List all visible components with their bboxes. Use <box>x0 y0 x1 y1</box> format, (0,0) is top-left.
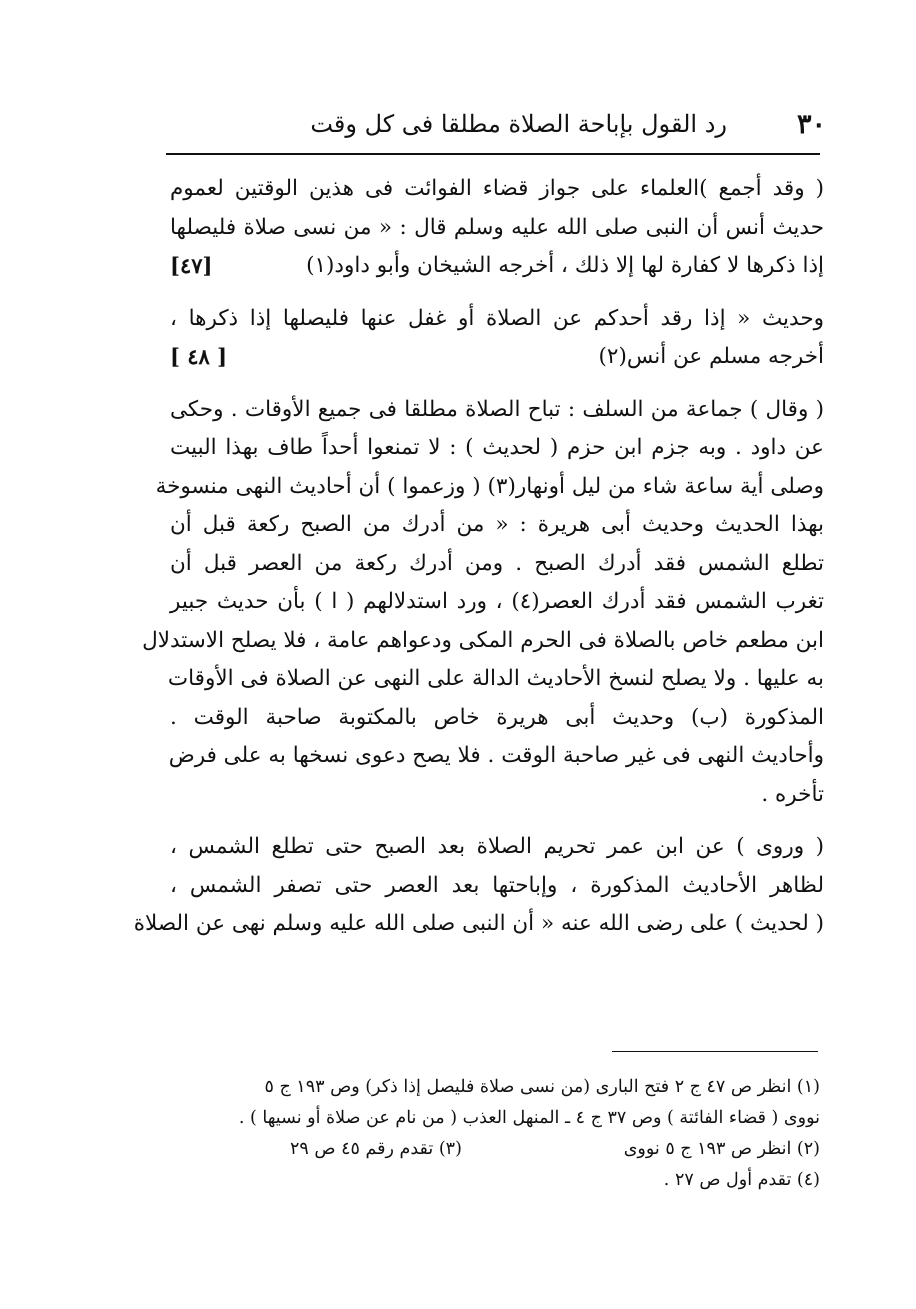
text-line: وصلى أية ساعة شاء من ليل أونهار(٣) ( وزعموا ) أن أحاديث النهى منسوخة <box>155 473 824 499</box>
footnote-1-line-2: نووى ( قضاء الفائتة ) وص ٣٧ ج ٤ ـ المنهل العذب ( من نام عن صلاة أو نسيها ) . <box>238 1108 820 1128</box>
footnote-3: (٣) تقدم رقم ٤٥ ص ٢٩ <box>290 1139 462 1159</box>
paragraph-ibn-umar <box>133 828 824 944</box>
text-line: تطلع الشمس فقد أدرك الصبح . ومن أدرك ركعة من العصر قبل أن <box>170 550 824 576</box>
footnote-row-2-3 <box>170 1134 820 1165</box>
page-number: ٣٠ <box>796 108 826 140</box>
text-line: وأحاديث النهى فى غير صاحبة الوقت . فلا يصح دعوى نسخها به على فرض <box>168 743 824 768</box>
text-line: ( وروى ) عن ابن عمر تحريم الصلاة بعد الصبح حتى تطلع الشمس ، <box>170 834 824 859</box>
footnotes <box>170 1072 820 1196</box>
footnote-divider <box>612 1051 818 1052</box>
text-line: لظاهر الأحاديث المذكورة ، وإباحتها بعد العصر حتى تصفر الشمس ، <box>170 872 824 898</box>
text-line: أخرجه مسلم عن أنس(٢) <box>598 344 824 369</box>
hadith-number-marker: [٤٧] <box>170 253 213 278</box>
text-line: به عليها . ولا يصلح لنسخ الأحاديث الدالة على النهى عن الصلاة فى الأوقات <box>167 666 824 691</box>
text-line: بهذا الحديث وحديث أبى هريرة : « من أدرك من الصبح ركعة قبل أن <box>170 512 824 537</box>
text-line: المذكورة (ب) وحديث أبى هريرة خاص بالمكتوبة صاحبة الوقت . <box>170 704 824 730</box>
paragraph-raqad <box>170 300 824 377</box>
text-line: إذا ذكرها لا كفارة لها إلا ذلك ، أخرجه الشيخان وأبو داود(١) <box>306 253 824 278</box>
text-line: ( وقد أجمع )العلماء على جواز قضاء الفوائت فى هذين الوقتين لعموم <box>170 176 824 201</box>
footnote-1-line-1: (١) انظر ص ٤٧ ج ٢ فتح البارى (من نسى صلاة فليصل إذا ذكر) وص ١٩٣ ج ٥ <box>264 1077 820 1097</box>
text-line: عن داود . وبه جزم ابن حزم ( لحديث ) : لا تمنعوا أحداً طاف بهذا البيت <box>170 435 824 460</box>
text-line: ( وقال ) جماعة من السلف : تباح الصلاة مطلقا فى جميع الأوقات . وحكى <box>170 396 824 422</box>
footnote-4: (٤) تقدم أول ص ٢٧ . <box>663 1170 820 1190</box>
running-title: رد القول بإباحة الصلاة مطلقا فى كل وقت <box>310 110 727 138</box>
header-divider <box>166 153 820 155</box>
text-line: ابن مطعم خاص بالصلاة فى الحرم المكى ودعواهم عامة ، فلا يصلح الاستدلال <box>142 627 824 653</box>
footnote-2: (٢) انظر ص ١٩٣ ج ٥ نووى <box>623 1139 820 1159</box>
text-line: ( لحديث ) على رضى الله عنه « أن النبى صلى الله عليه وسلم نهى عن الصلاة <box>133 911 824 936</box>
paragraph-ijma <box>170 170 824 286</box>
page-header <box>168 100 826 148</box>
text-line: تغرب الشمس فقد أدرك العصر(٤) ، ورد استدلالهم ( ا ) بأن حديث جبير <box>170 589 824 614</box>
text-line: تأخره . <box>761 781 824 807</box>
hadith-number-marker: [ ٤٨ ] <box>170 344 228 369</box>
text-line: وحديث « إذا رقد أحدكم عن الصلاة أو غفل عنها فليصلها إذا ذكرها ، <box>170 305 824 331</box>
text-line: حديث أنس أن النبى صلى الله عليه وسلم قال : « من نسى صلاة فليصلها <box>170 214 824 240</box>
paragraph-salaf <box>142 391 824 815</box>
main-text <box>133 170 824 958</box>
